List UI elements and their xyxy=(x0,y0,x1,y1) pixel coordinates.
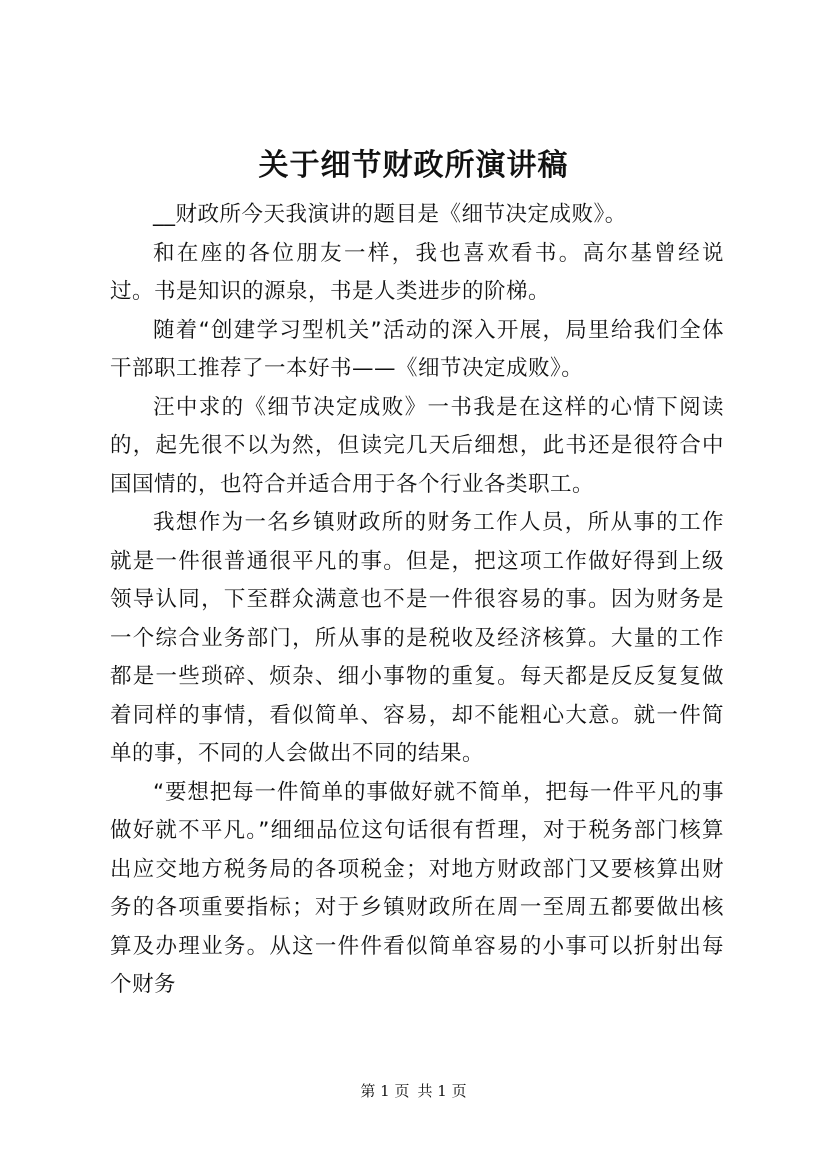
document-title: 关于细节财政所演讲稿 xyxy=(258,148,569,183)
paragraph-2: 和在座的各位朋友一样，我也喜欢看书。高尔基曾经说过。书是知识的源泉，书是人类进步的阶梯。 xyxy=(110,240,724,304)
page-number: 第 1 页 xyxy=(360,1082,410,1100)
paragraph-5: 我想作为一名乡镇财政所的财务工作人员，所从事的工作就是一件很普通很平凡的事。但是，把这项工作做好得到上级领导认同，下至群众满意也不是一件很容易的事。因为财务是一个综合业务部门，所从事的是税收及经济核算。大量的工作都是一些琐碎、烦杂、细小事物的重复。每天都是反反复复做着同样的事情，看似简单、容易，却不能粗心大意。就一件简单的事，不同的人会做出不同的结果。 xyxy=(110,510,724,766)
paragraph-6: “要想把每一件简单的事做好就不简单，把每一件平凡的事做好就不平凡。”细细品位这句话很有哲理，对于税务部门核算出应交地方税务局的各项税金；对地方财政部门又要核算出财务的各项重要指标；对于乡镇财政所在周一至周五都要做出核算及办理业务。从这一件件看似简单容易的小事可以折射出每个财务 xyxy=(110,779,724,997)
page-total: 共 1 页 xyxy=(417,1082,467,1100)
document-body xyxy=(110,196,724,1005)
paragraph-3: 随着“创建学习型机关”活动的深入开展，局里给我们全体干部职工推荐了一本好书——《细节决定成败》。 xyxy=(110,317,724,381)
paragraph-1: __财政所今天我演讲的题目是《细节决定成败》。 xyxy=(153,202,627,227)
paragraph-4: 汪中求的《细节决定成败》一书我是在这样的心情下阅读的，起先很不以为然，但读完几天后细想，此书还是很符合中国国情的，也符合并适合用于各个行业各类职工。 xyxy=(110,394,724,497)
page-footer xyxy=(0,1081,827,1101)
